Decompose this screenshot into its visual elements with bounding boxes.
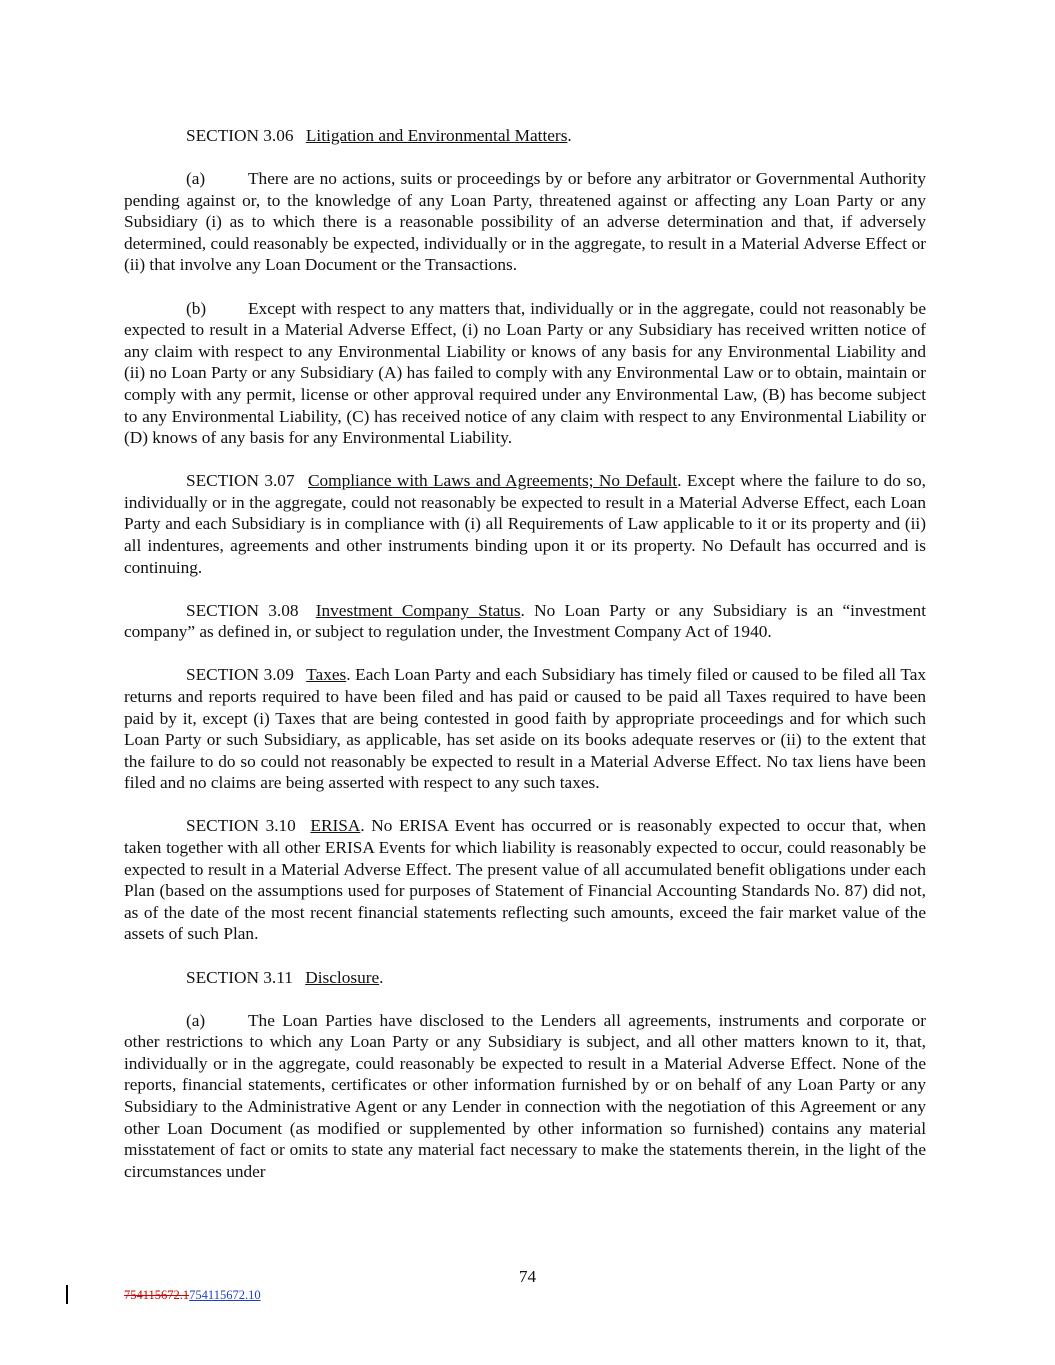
section-number: SECTION 3.08	[186, 600, 299, 620]
document-id-deleted: 754115672.1	[124, 1288, 190, 1302]
section-number: SECTION 3.10	[186, 816, 296, 836]
revision-change-bar	[66, 1285, 68, 1304]
section-title: ERISA	[310, 816, 361, 836]
section-body: . No ERISA Event has occurred or is reasonably expected to occur that, when taken together with all other ERISA Events for which liability is reasonably expected to occur, could reasonably be expected to result in a Material Adverse Effect. The present value of all accumulated benefit obligations under each Plan (based on the assumptions used for purposes of Statement of Financial Accounting Standards No. 87) did not, as of the date of the most recent financial statements reflecting such amounts, exceed the fair market value of the assets of such Plan.	[124, 816, 927, 944]
document-id-inserted: 754115672.10	[189, 1288, 261, 1302]
section-title-period: .	[379, 967, 384, 987]
section-3-11-heading	[124, 967, 926, 989]
paragraph-text: The Loan Parties have disclosed to the Lenders all agreements, instruments and corporate or other restrictions to which any Loan Party or any Subsidiary is subject, and all other matters known to it, that, individually or in the aggregate, could reasonably be expected to result in a Material Adverse Effect. None of the reports, financial statements, certificates or other information furnished by or on behalf of any Loan Party or any Subsidiary to the Administrative Agent or any Lender in connection with the negotiation of this Agreement or any other Loan Document (as modified or supplemented by other information so furnished) contains any material misstatement of fact or omits to state any material fact necessary to make the statements therein, in the light of the circumstances under	[124, 1010, 926, 1181]
section-3-07	[124, 470, 926, 578]
page-content	[124, 125, 926, 1204]
paragraph-text: There are no actions, suits or proceedings by or before any arbitrator or Governmental Authority pending against or, to the knowledge of any Loan Party, threatened against or affecting any Loan Party or any Subsidiary (i) as to which there is a reasonable possibility of an adverse determination and that, if adversely determined, could reasonably be expected, individually or in the aggregate, to result in a Material Adverse Effect or (ii) that involve any Loan Document or the Transactions.	[124, 169, 926, 275]
section-3-09	[124, 664, 926, 794]
section-title: Investment Company Status	[315, 600, 521, 620]
section-number: SECTION 3.11	[186, 967, 293, 987]
paragraph-label: (a)	[186, 169, 206, 189]
paragraph-text: Except with respect to any matters that, individually or in the aggregate, could not reasonably be expected to result in a Material Adverse Effect, (i) no Loan Party or any Subsidiary has received written notice of any claim with respect to any Environmental Liability or knows of any basis for any Environmental Liability and (ii) no Loan Party or any Subsidiary (A) has failed to comply with any Environmental Law or to obtain, maintain or comply with any permit, license or other approval required under any Environmental Law, (B) has become subject to any Environmental Liability, (C) has received notice of any claim with respect to any Environmental Liability or (D) knows of any basis for any Environmental Liability.	[124, 298, 926, 448]
section-title: Compliance with Laws and Agreements; No Default	[307, 471, 678, 491]
section-body: . No Loan Party or any Subsidiary is an “investment company” as defined in, or subject to regulation under, the Investment Company Act of 1940.	[124, 600, 926, 642]
section-number: SECTION 3.06	[186, 126, 294, 145]
section-3-06-heading	[124, 125, 926, 147]
section-3-06-paragraph-a	[124, 168, 926, 276]
section-title: Taxes	[306, 665, 347, 685]
section-body: . Each Loan Party and each Subsidiary has timely filed or caused to be filed all Tax returns and reports required to have been filed and has paid or caused to be paid all Taxes required to have been paid by it, except (i) Taxes that are being contested in good faith by appropriate proceedings and for which such Loan Party or such Subsidiary, as applicable, has set aside on its books adequate reserves or (ii) to the extent that the failure to do so could not reasonably be expected to result in a Material Adverse Effect. No tax liens have been filed and no claims are being asserted with respect to any such taxes.	[124, 665, 927, 793]
page-number: 74	[518, 1267, 537, 1286]
section-3-11-paragraph-a	[124, 1010, 926, 1183]
section-title: Litigation and Environmental Matters	[305, 126, 568, 145]
paragraph-label: (b)	[186, 298, 207, 318]
document-id	[124, 1288, 261, 1303]
paragraph-label: (a)	[186, 1010, 206, 1030]
section-title-period: .	[567, 126, 572, 145]
section-3-08	[124, 600, 926, 643]
section-body: . Except where the failure to do so, individually or in the aggregate, could not reasonably be expected to result in a Material Adverse Effect, each Loan Party and each Subsidiary is in compliance with (i) all Requirements of Law applicable to it or its property and (ii) all indentures, agreements and other instruments binding upon it or its property. No Default has occurred and is continuing.	[124, 471, 926, 577]
section-title: Disclosure	[305, 967, 380, 987]
section-3-06-paragraph-b	[124, 298, 926, 449]
section-number: SECTION 3.07	[186, 471, 295, 491]
section-3-10	[124, 815, 926, 945]
section-number: SECTION 3.09	[186, 665, 294, 685]
